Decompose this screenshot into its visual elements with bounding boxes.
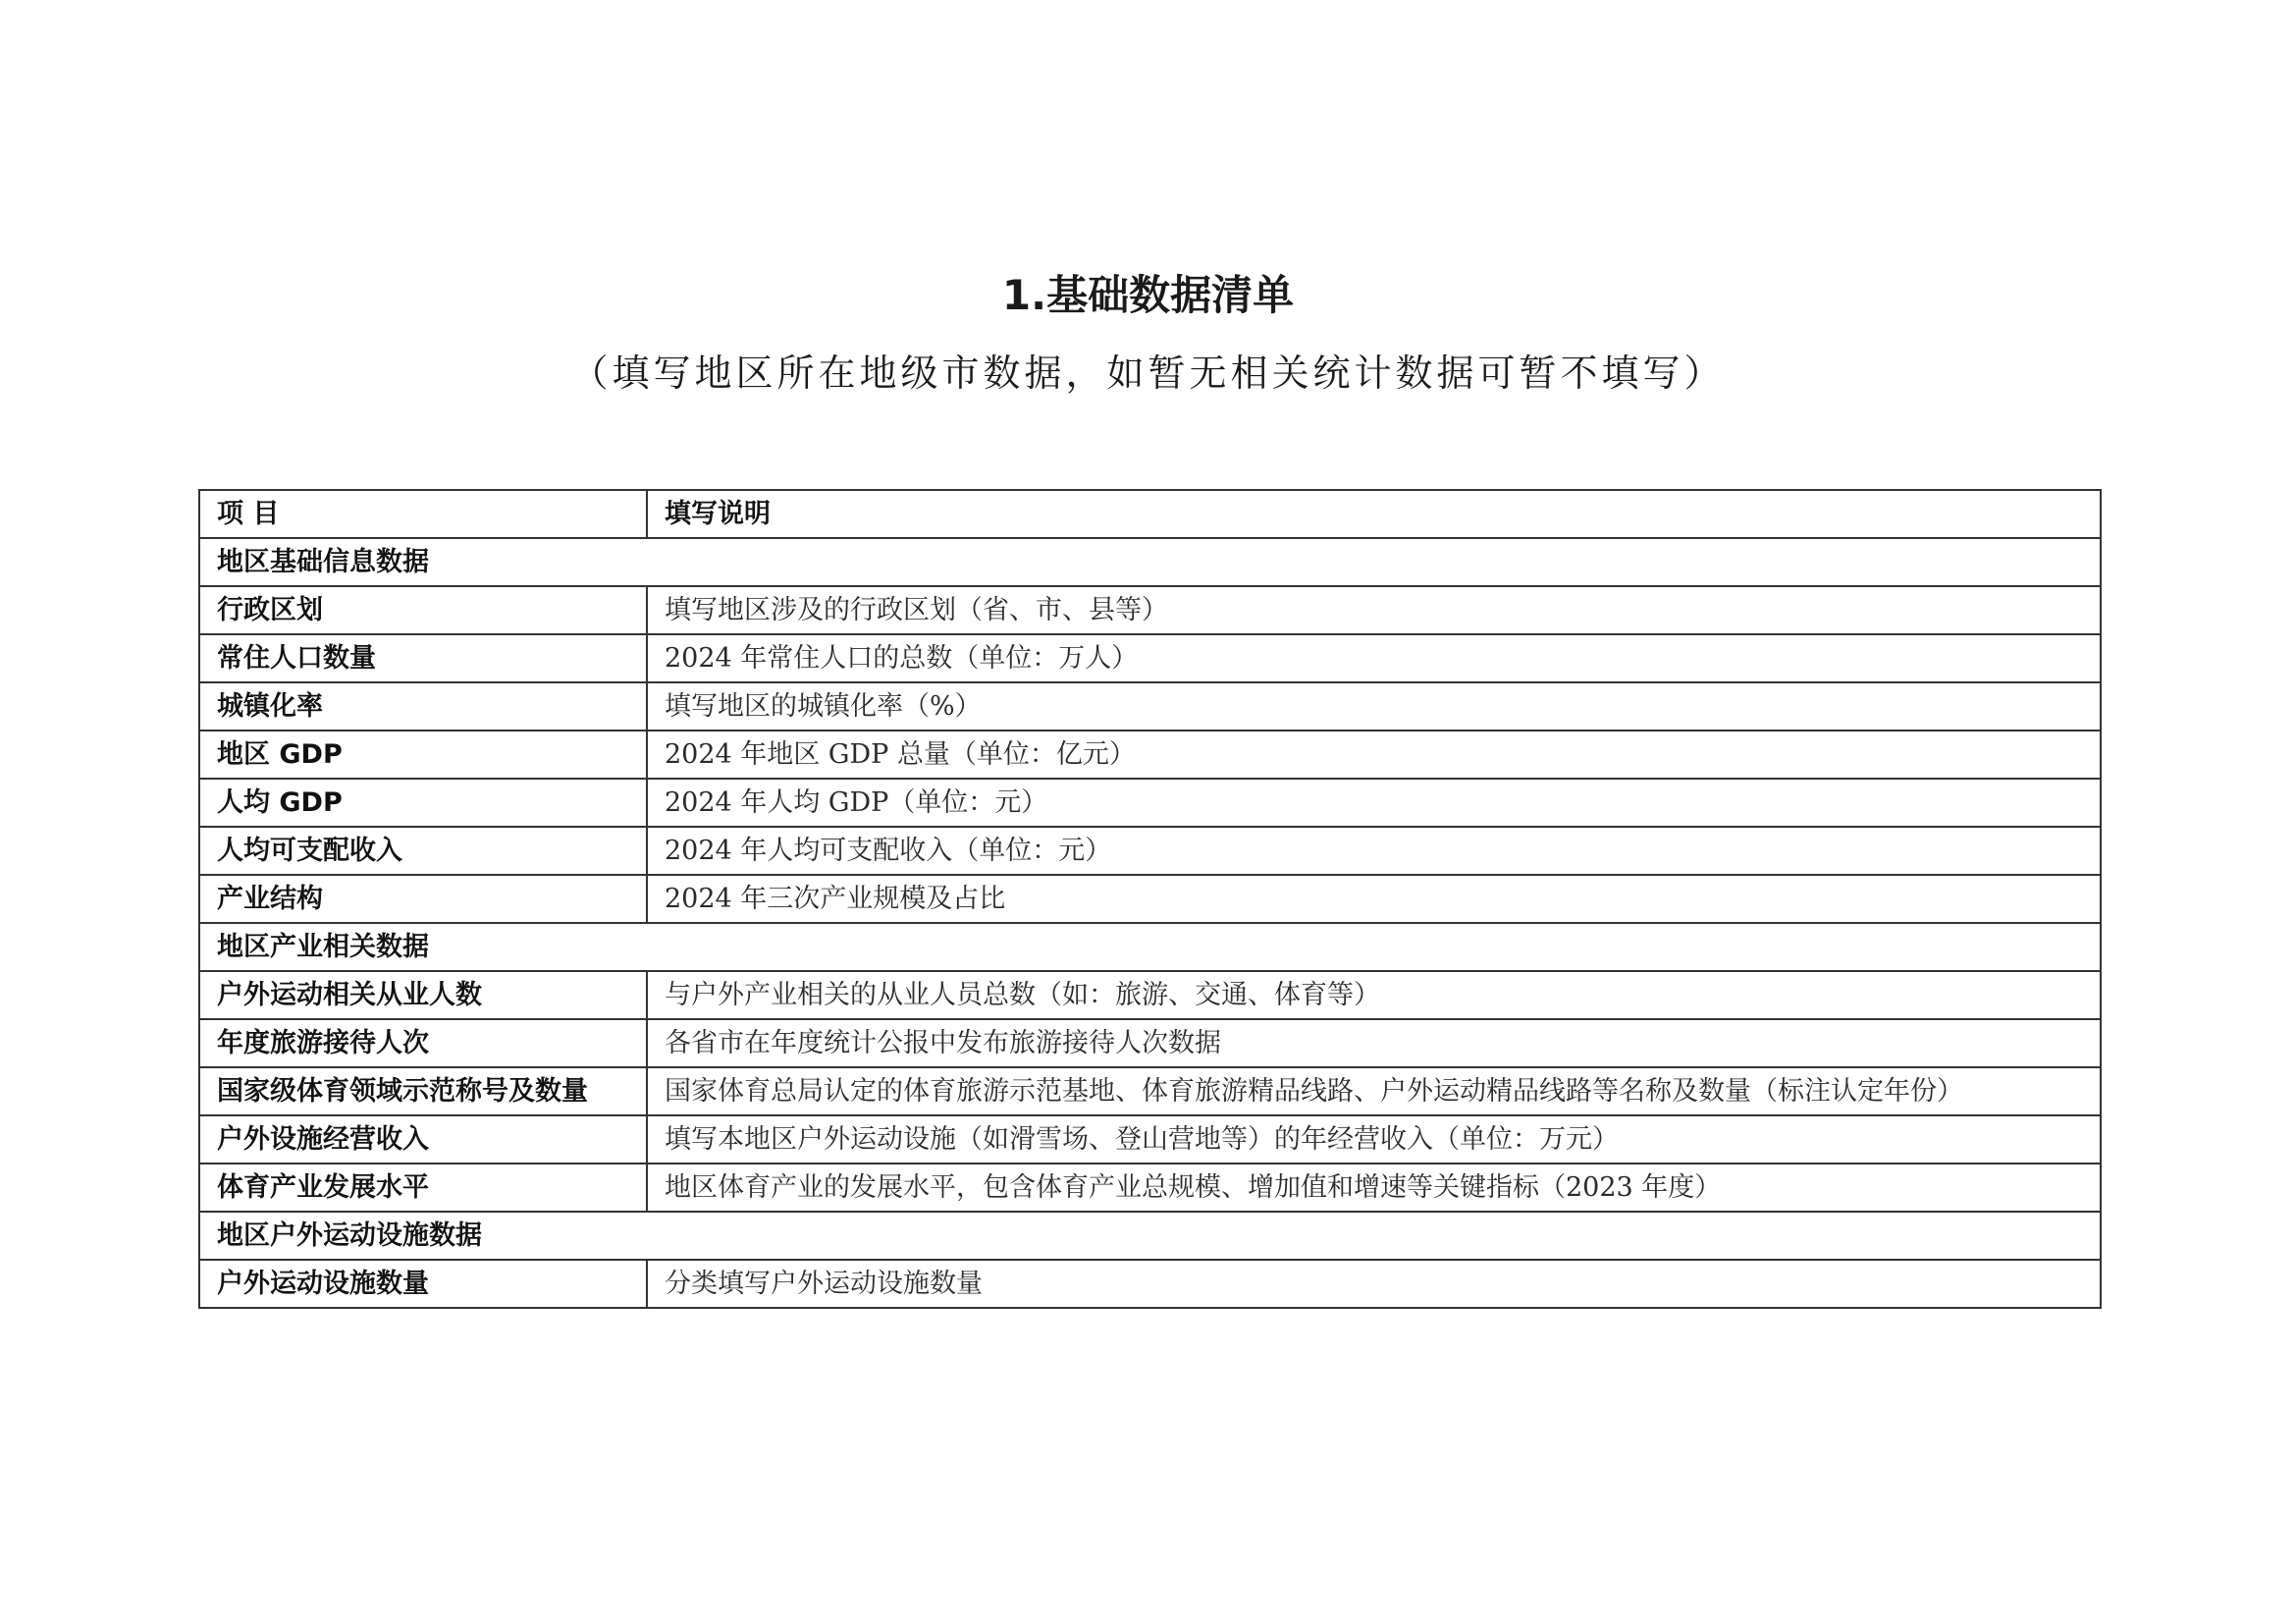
description-cell: 分类填写户外运动设施数量 [647, 1260, 2101, 1308]
item-cell: 行政区划 [199, 586, 647, 634]
table-row [199, 1019, 2101, 1067]
item-cell: 年度旅游接待人次 [199, 1019, 647, 1067]
header-item-cell: 项 目 [199, 490, 647, 538]
description-cell: 填写本地区户外运动设施（如滑雪场、登山营地等）的年经营收入（单位：万元） [647, 1115, 2101, 1164]
description-cell: 填写地区涉及的行政区划（省、市、县等） [647, 586, 2101, 634]
table-row [199, 971, 2101, 1019]
table-row [199, 731, 2101, 779]
item-cell: 国家级体育领域示范称号及数量 [199, 1067, 647, 1115]
item-cell: 人均可支配收入 [199, 827, 647, 875]
description-cell: 2024 年人均 GDP（单位：元） [647, 779, 2101, 827]
basic-data-table [198, 489, 2102, 1309]
item-cell: 户外运动设施数量 [199, 1260, 647, 1308]
item-cell: 常住人口数量 [199, 634, 647, 682]
section-row-basic-info [199, 538, 2101, 586]
document-subtitle: （填写地区所在地级市数据，如暂无相关统计数据可暂不填写） [570, 352, 1726, 395]
table-row [199, 1067, 2101, 1115]
table-row [199, 634, 2101, 682]
document-title: 1.基础数据清单 [1001, 271, 1295, 319]
description-cell: 2024 年常住人口的总数（单位：万人） [647, 634, 2101, 682]
item-cell: 城镇化率 [199, 682, 647, 731]
description-cell: 国家体育总局认定的体育旅游示范基地、体育旅游精品线路、户外运动精品线路等名称及数量（标注认定年份） [647, 1067, 2101, 1115]
table-row [199, 586, 2101, 634]
description-cell: 地区体育产业的发展水平，包含体育产业总规模、增加值和增速等关键指标（2023 年度） [647, 1164, 2101, 1212]
table-row [199, 1260, 2101, 1308]
item-cell: 户外运动相关从业人数 [199, 971, 647, 1019]
item-cell: 产业结构 [199, 875, 647, 923]
header-description-cell: 填写说明 [647, 490, 2101, 538]
item-cell: 体育产业发展水平 [199, 1164, 647, 1212]
item-cell: 地区 GDP [199, 731, 647, 779]
section-row-outdoor-facilities [199, 1212, 2101, 1260]
item-cell: 户外设施经营收入 [199, 1115, 647, 1164]
table-row [199, 682, 2101, 731]
section-title: 地区产业相关数据 [199, 923, 2101, 971]
description-cell: 2024 年人均可支配收入（单位：元） [647, 827, 2101, 875]
table-header-row [199, 490, 2101, 538]
table-row [199, 827, 2101, 875]
description-cell: 2024 年地区 GDP 总量（单位：亿元） [647, 731, 2101, 779]
table-row [199, 1115, 2101, 1164]
description-cell: 填写地区的城镇化率（%） [647, 682, 2101, 731]
description-cell: 各省市在年度统计公报中发布旅游接待人次数据 [647, 1019, 2101, 1067]
description-cell: 与户外产业相关的从业人员总数（如：旅游、交通、体育等） [647, 971, 2101, 1019]
table-row [199, 875, 2101, 923]
table-row [199, 1164, 2101, 1212]
section-title: 地区户外运动设施数据 [199, 1212, 2101, 1260]
description-cell: 2024 年三次产业规模及占比 [647, 875, 2101, 923]
item-cell: 人均 GDP [199, 779, 647, 827]
table-row [199, 779, 2101, 827]
section-title: 地区基础信息数据 [199, 538, 2101, 586]
section-row-industry [199, 923, 2101, 971]
